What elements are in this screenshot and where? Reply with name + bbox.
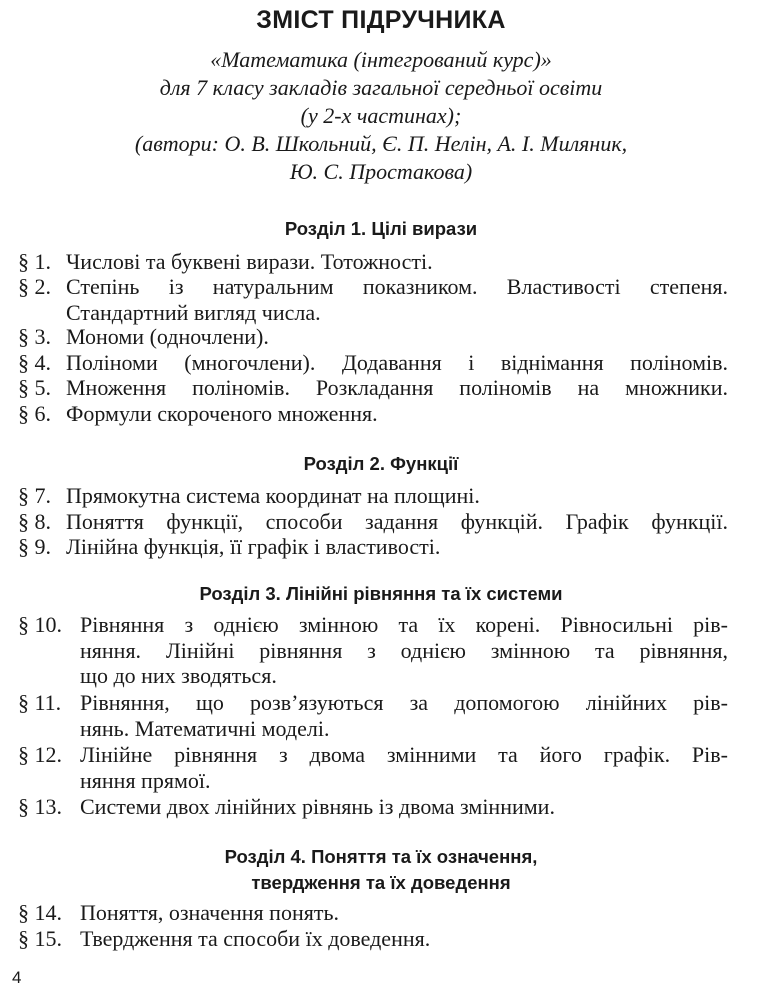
item-text-line: Системи двох лінійних рівнянь із двома змінними.: [80, 794, 555, 819]
paragraph-number: § 3.: [18, 324, 51, 349]
item-text-line: Степінь із натуральним показником. Властивості степеня.: [66, 274, 728, 299]
section-heading-line: Розділ 4. Поняття та їх означення,: [224, 846, 538, 867]
item-text-line: Формули скороченого множення.: [66, 401, 378, 426]
subtitle-line: для 7 класу закладів загальної середньої освіти: [159, 75, 603, 100]
paragraph-number: § 7.: [18, 483, 51, 508]
item-text-line: що до них зводяться.: [80, 663, 277, 689]
section-heading-line: Розділ 2. Функції: [303, 453, 459, 474]
item-text-line: Числові та буквені вирази. Тотожності.: [66, 249, 433, 274]
page-title: ЗМІСТ ПІДРУЧНИКА: [256, 6, 506, 34]
subtitle-line: Ю. С. Простакова): [289, 159, 473, 184]
item-text-line: Прямокутна система координат на площині.: [66, 483, 480, 508]
paragraph-number: § 14.: [18, 900, 62, 925]
item-text-line: Рівняння з однією змінною та їх корені. Рівносильні рів-: [80, 612, 728, 637]
section-heading-line: твердження та їх доведення: [251, 872, 511, 893]
paragraph-number: § 4.: [18, 350, 51, 375]
paragraph-number: § 2.: [18, 274, 51, 299]
paragraph-number: § 1.: [18, 249, 51, 274]
item-text-line: Твердження та способи їх доведення.: [80, 926, 431, 951]
section-heading: [0, 844, 762, 896]
section-heading: [0, 581, 762, 607]
section-heading-line: Розділ 3. Лінійні рівняння та їх системи: [199, 583, 563, 604]
paragraph-number: § 9.: [18, 534, 51, 559]
section-heading-line: Розділ 1. Цілі вирази: [284, 218, 478, 239]
paragraph-number: § 5.: [18, 375, 51, 400]
subtitle-line: (у 2-х частинах);: [300, 103, 462, 128]
item-text-line: нянь. Математичні моделі.: [80, 715, 330, 741]
paragraph-number: § 13.: [18, 794, 62, 819]
section-heading: [0, 451, 762, 477]
item-text-line: Рівняння, що розв’язуються за допомогою лінійних рів-: [80, 690, 728, 715]
subtitle-line: (автори: О. В. Школьний, Є. П. Нелін, А. І. Миляник,: [134, 131, 628, 156]
paragraph-number: § 15.: [18, 926, 62, 951]
item-text-line: Множення поліномів. Розкладання поліномів на множники.: [66, 375, 728, 400]
item-text-line: Поняття, означення понять.: [80, 900, 339, 925]
item-text-line: Лінійна функція, її графік і властивості.: [66, 534, 441, 559]
paragraph-number: § 8.: [18, 509, 51, 534]
paragraph-number: § 10.: [18, 612, 62, 637]
paragraph-number: § 12.: [18, 742, 62, 767]
item-text-line: Лінійне рівняння з двома змінними та його графік. Рів-: [80, 742, 728, 767]
section-heading: [0, 216, 762, 242]
item-text-line: Поняття функції, способи задання функцій. Графік функції.: [66, 509, 728, 534]
item-text-line: Мономи (одночлени).: [66, 324, 269, 349]
book-subtitle: [0, 46, 762, 186]
item-text-line: няння прямої.: [80, 767, 211, 793]
item-text-line: Стандартний вигляд числа.: [66, 299, 321, 325]
subtitle-line: «Математика (інтегрований курс)»: [210, 47, 552, 72]
page-number: 4: [12, 968, 22, 987]
item-text-line: Поліноми (многочлени). Додавання і віднімання поліномів.: [66, 350, 728, 375]
item-text-line: няння. Лінійні рівняння з однією змінною та рівняння,: [80, 637, 728, 663]
paragraph-number: § 11.: [18, 690, 62, 715]
paragraph-number: § 6.: [18, 401, 51, 426]
